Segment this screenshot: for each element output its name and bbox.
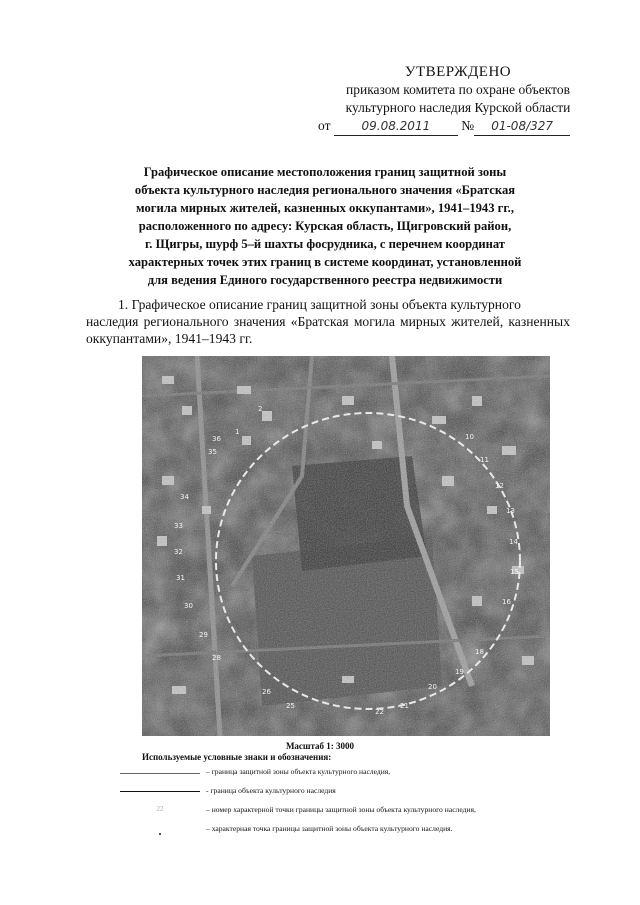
point-label-30: 30 [184,602,193,610]
title-line-1: Графическое описание местоположения границ защитной зоны [143,165,507,179]
legend-dot-icon [159,833,161,835]
legend-symbol-zone-line [120,773,200,774]
point-label-14: 14 [509,538,518,546]
point-label-1: 1 [235,428,240,436]
point-label-33: 33 [174,522,183,530]
legend-text-point: – характерная точка границы защитной зоны объекта культурного наследия. [206,824,453,833]
approval-block [318,63,598,133]
legend-text-number: – номер характерной точки границы защитной зоны объекта культурного наследия, [206,805,476,814]
point-label-18: 18 [475,648,484,656]
point-label-21: 21 [400,702,409,710]
order-number: 01-08/327 [474,117,570,136]
point-label-13: 13 [506,507,515,515]
legend-text-object: - граница объекта культурного наследия [206,786,336,795]
point-label-34: 34 [180,493,189,501]
title-line-7: для ведения Единого государственного реестра недвижимости [147,273,503,287]
legend-title: Используемые условные знаки и обозначения: [142,752,332,762]
point-label-29: 29 [199,631,208,639]
point-label-10: 10 [465,433,474,441]
point-label-31: 31 [176,574,185,582]
approval-title: УТВЕРЖДЕНО [404,64,512,80]
legend-symbol-object-line [120,791,200,792]
title-line-5: г. Щигры, шурф 5–й шахты фосрудника, с перечнем координат [145,237,505,251]
point-label-32: 32 [174,548,183,556]
point-label-36: 36 [212,435,221,443]
point-label-2: 2 [258,405,263,413]
order-date: 09.08.2011 [334,117,458,136]
legend-item-object [120,786,590,800]
legend-text-zone: – граница защитной зоны объекта культурного наследия, [206,767,391,776]
point-label-11: 11 [480,456,489,464]
order-line [318,117,608,136]
point-label-22: 22 [375,708,384,716]
point-label-25: 25 [286,702,295,710]
map-scale: Масштаб 1: 3000 [285,741,355,751]
point-label-28: 28 [212,654,221,662]
legend-item-point [120,824,590,838]
point-label-12: 12 [495,482,504,490]
title-line-2: объекта культурного наследия регионального значения «Братская [134,183,516,197]
document-title [80,163,570,289]
point-label-19: 19 [455,668,464,676]
approval-line-2: культурного наследия Курской области [345,100,571,115]
point-label-26: 26 [262,688,271,696]
paragraph-rest: наследия регионального значения «Братская могила мирных жителей, казненных оккупантами», 1941–1943 гг. [86,314,570,346]
aerial-map-svg [142,356,550,736]
point-label-35: 35 [208,448,217,456]
legend-item-number [120,805,590,819]
title-line-4: расположенного по адресу: Курская область, Щигровский район, [138,219,512,233]
title-line-6: характерных точек этих границ в системе координат, установленной [128,255,522,269]
approval-line-1: приказом комитета по охране объектов [346,82,570,97]
legend-symbol-point [120,828,200,837]
paragraph-line-1: 1. Графическое описание границ защитной зоны объекта культурного [118,297,521,312]
map-texture-fine [142,356,550,736]
title-line-3: могила мирных жителей, казненных оккупантами», 1941–1943 гг., [136,201,514,215]
legend-item-zone [120,767,590,781]
point-label-20: 20 [428,683,437,691]
aerial-map [142,356,550,736]
legend-symbol-number: 22 [156,805,164,813]
order-prefix: от [318,118,331,133]
point-label-16: 16 [502,598,511,606]
section-paragraph [86,296,570,347]
order-no-label: № [461,118,475,133]
point-label-15: 15 [510,568,519,576]
